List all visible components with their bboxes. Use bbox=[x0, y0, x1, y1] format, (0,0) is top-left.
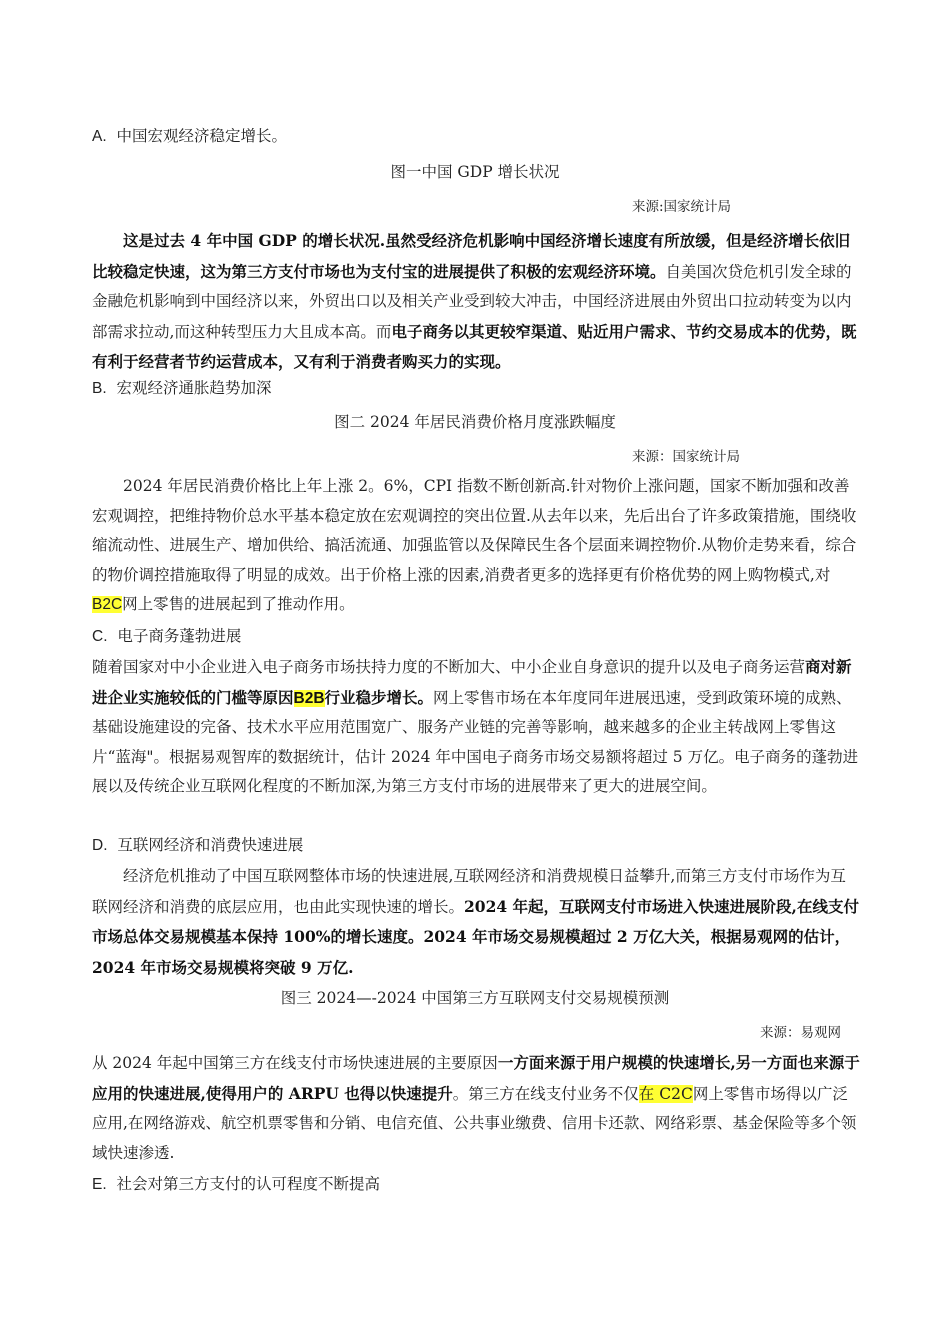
figure-3-caption: 图三 2024—-2024 中国第三方互联网支付交易规模预测 bbox=[280, 989, 670, 1007]
section-e-heading: E. 社会对第三方支付的认可程度不断提高 bbox=[92, 1175, 381, 1193]
figure-1-caption: 图一中国 GDP 增长状况 bbox=[390, 163, 560, 181]
paragraph-3: 随着国家对中小企业进入电子商务市场扶持力度的不断加大、中小企业自身意识的提升以及电子商务运营商对新进企业实施较低的门槛等原因B2B行业稳步增长。网上零售市场在本年度同年进展迅速，受到政策环境的成熟、基础设施建设的完备、技术水平应用范围宽广、服务产业链的完善等影响，越来越多的企业主转战网上零售这片“蓝海"。根据易观智库的数据统计，估计 2024 年中国电子商务市场交易额将超过 5 万亿。电子商务的蓬勃进展以及传统企业互联网化程度的不断加深,为第三方支付市场的进展带来了更大的进展空间。 bbox=[92, 657, 859, 795]
section-c-heading: C. 电子商务蓬勃进展 bbox=[92, 627, 242, 645]
highlight-b2b: B2B bbox=[293, 689, 325, 707]
figure-3-source: 来源：易观网 bbox=[760, 1025, 841, 1041]
figure-2-caption: 图二 2024 年居民消费价格月度涨跌幅度 bbox=[334, 413, 616, 431]
section-b-heading: B. 宏观经济通胀趋势加深 bbox=[92, 379, 272, 397]
paragraph-5: 从 2024 年起中国第三方在线支付市场快速进展的主要原因一方面来源于用户规模的快速增长,另一方面也来源于应用的快速进展,使得用户的 ARPU 也得以快速提升。第三方在线支付业务不仅在 C2C网上零售市场得以广泛应用,在网络游戏、航空机票零售和分销、电信充值、公共事业缴费、信用卡还款、网络彩票、基金保险等多个领域快速渗透. bbox=[92, 1053, 860, 1162]
figure-1-source: 来源:国家统计局 bbox=[632, 199, 732, 215]
section-a-heading: A. 中国宏观经济稳定增长。 bbox=[92, 127, 288, 145]
paragraph-2: 2024 年居民消费价格比上年上涨 2。6%，CPI 指数不断创新高.针对物价上涨问题，国家不断加强和改善宏观调控，把维持物价总水平基本稳定放在宏观调控的突出位置.从去年以来，先后出台了许多政策措施，围绕收缩流动性、进展生产、增加供给、搞活流通、加强监管以及保障民生各个层面来调控物价.从物价走势来看，综合的物价调控措施取得了明显的成效。出于价格上涨的因素,消费者更多的选择更有价格优势的网上购物模式,对B2C网上零售的进展起到了推动作用。 bbox=[92, 477, 857, 613]
paragraph-1: 这是过去 4 年中国 GDP 的增长状况.虽然受经济危机影响中国经济增长速度有所放缓，但是经济增长依旧比较稳定快速，这为第三方支付市场也为支付宝的进展提供了积极的宏观经济环境。自美国次贷危机引发全球的金融危机影响到中国经济以来，外贸出口以及相关产业受到较大冲击，中国经济进展由外贸出口拉动转变为以内部需求拉动,而这种转型压力大且成本高。而电子商务以其更较窄渠道、贴近用户需求、节约交易成本的优势，既有利于经营者节约运营成本，又有利于消费者购买力的实现。 bbox=[92, 231, 857, 371]
highlight-b2c: B2C bbox=[92, 596, 123, 613]
section-d-heading: D. 互联网经济和消费快速进展 bbox=[92, 836, 304, 854]
highlight-c2c: 在 C2C bbox=[638, 1084, 693, 1103]
paragraph-4: 经济危机推动了中国互联网整体市场的快速进展,互联网经济和消费规模日益攀升,而第三方支付市场作为互联网经济和消费的底层应用，也由此实现快速的增长。2024 年起，互联网支付市场进入快速进展阶段,在线支付市场总体交易规模基本保持 100%的增长速度。2024 年市场交易规模超过 2 万亿大关，根据易观网的估计，2024 年市场交易规模将突破 9 万亿. bbox=[92, 867, 859, 977]
figure-2-source: 来源：国家统计局 bbox=[632, 449, 740, 465]
